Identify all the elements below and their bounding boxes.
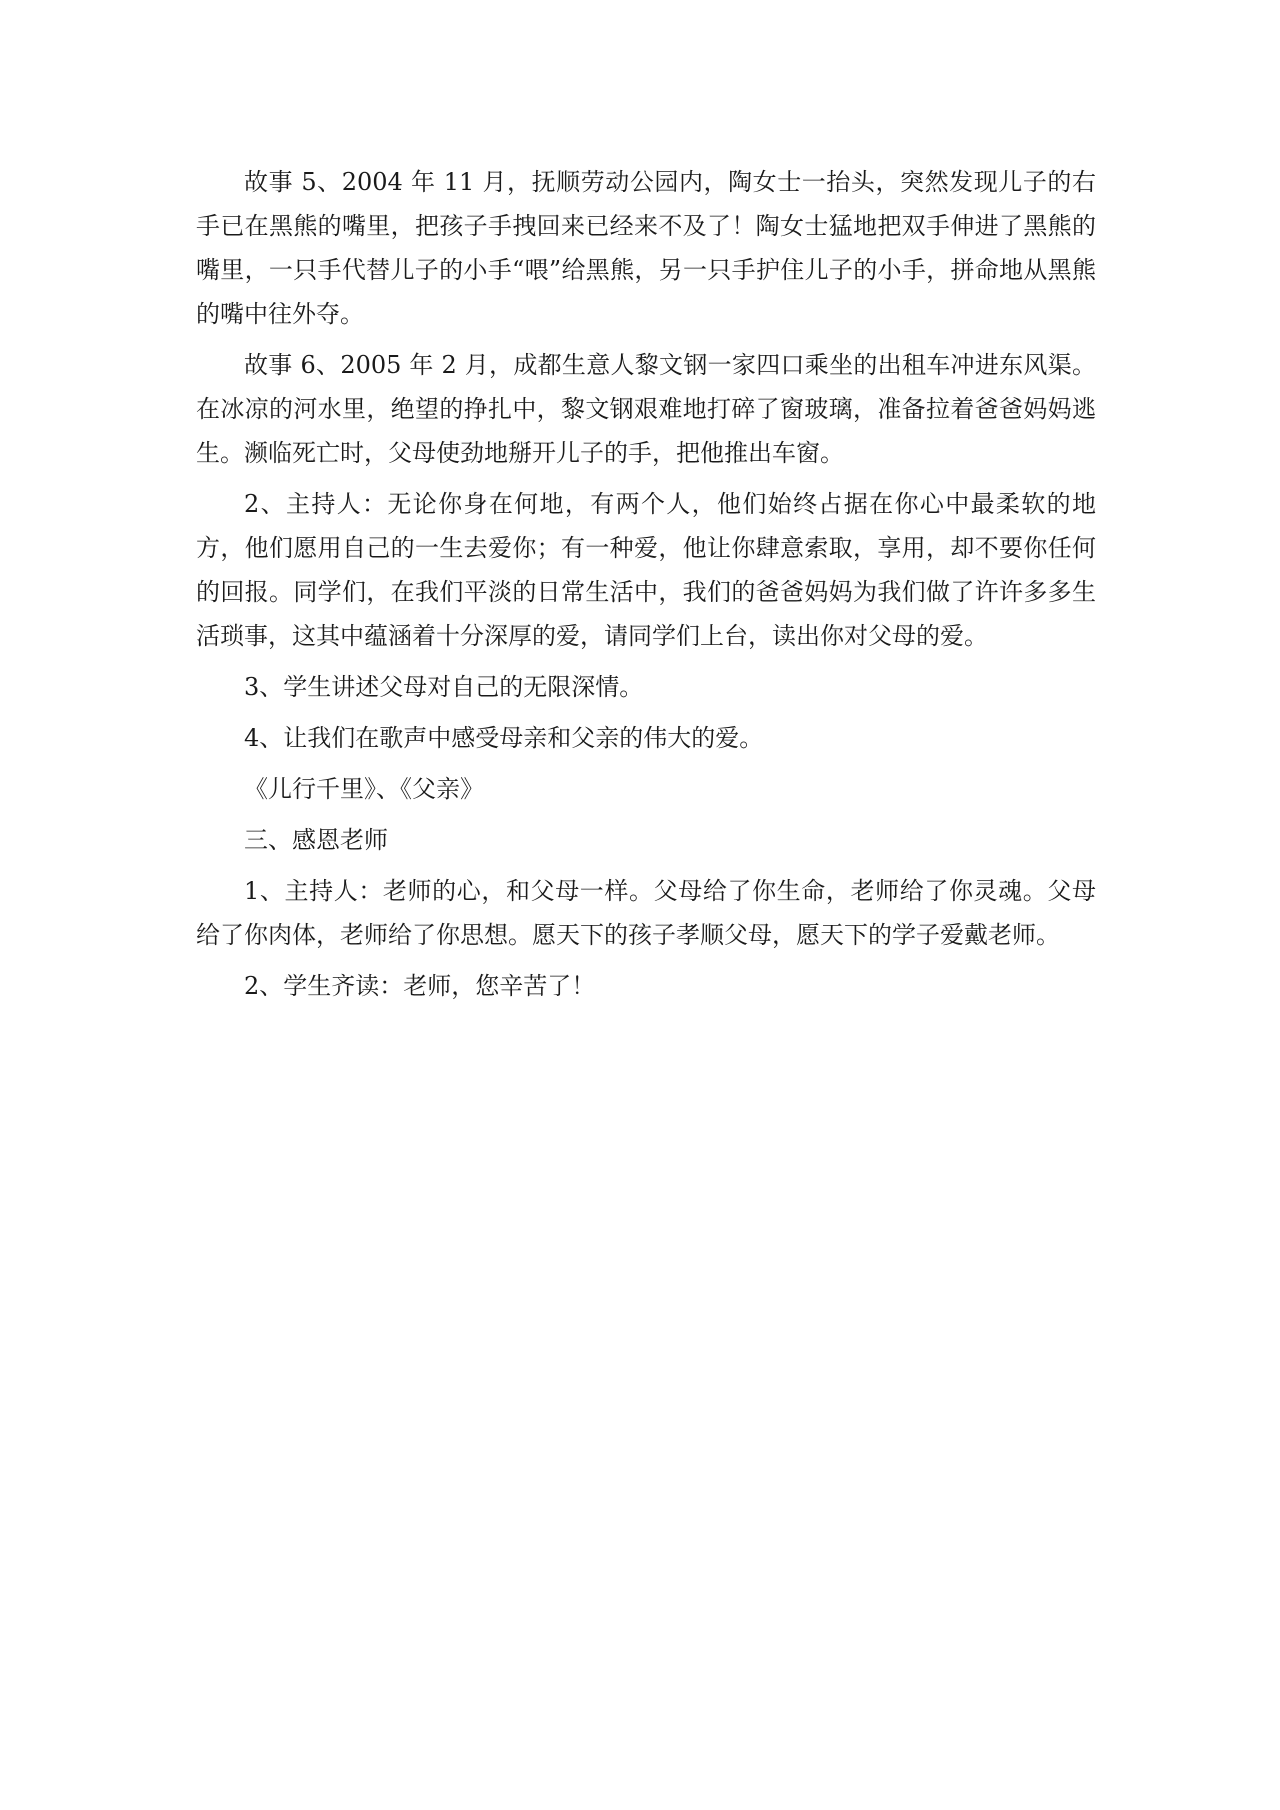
song-titles-paragraph: 《儿行千里》、《父亲》: [244, 775, 484, 803]
story-6-paragraph: 故事 6、2005 年 2 月，成都生意人黎文钢一家四口乘坐的出租车冲进东风渠。在冰凉的河水里，绝望的挣扎中，黎文钢艰难地打碎了窗玻璃，准备拉着爸爸妈妈逃生。濒临死亡时，父母使劲地掰开儿子的手，把他推出车窗。: [196, 351, 1096, 467]
song-intro-paragraph: 4、让我们在歌声中感受母亲和父亲的伟大的爱。: [244, 724, 764, 752]
students-read-paragraph: 2、学生齐读：老师，您辛苦了！: [244, 972, 596, 1000]
story-5-paragraph: 故事 5、2004 年 11 月，抚顺劳动公园内，陶女士一抬头，突然发现儿子的右手已在黑熊的嘴里，把孩子手拽回来已经来不及了！陶女士猛地把双手伸进了黑熊的嘴里，一只手代替儿子的小手“喂”给黑熊，另一只手护住儿子的小手，拼命地从黑熊的嘴中往外夺。: [196, 168, 1096, 328]
student-narration-paragraph: 3、学生讲述父母对自己的无限深情。: [244, 673, 644, 701]
section-heading: 三、感恩老师: [244, 826, 388, 854]
host-speech-paragraph: 2、主持人：无论你身在何地，有两个人，他们始终占据在你心中最柔软的地方，他们愿用自己的一生去爱你；有一种爱，他让你肆意索取，享用，却不要你任何的回报。同学们，在我们平淡的日常生活中，我们的爸爸妈妈为我们做了许许多多生活琐事，这其中蕴涵着十分深厚的爱，请同学们上台，读出你对父母的爱。: [196, 490, 1096, 650]
document-body: [196, 160, 1096, 1015]
teacher-host-paragraph: 1、主持人：老师的心，和父母一样。父母给了你生命，老师给了你灵魂。父母给了你肉体，老师给了你思想。愿天下的孩子孝顺父母，愿天下的学子爱戴老师。: [196, 877, 1096, 949]
